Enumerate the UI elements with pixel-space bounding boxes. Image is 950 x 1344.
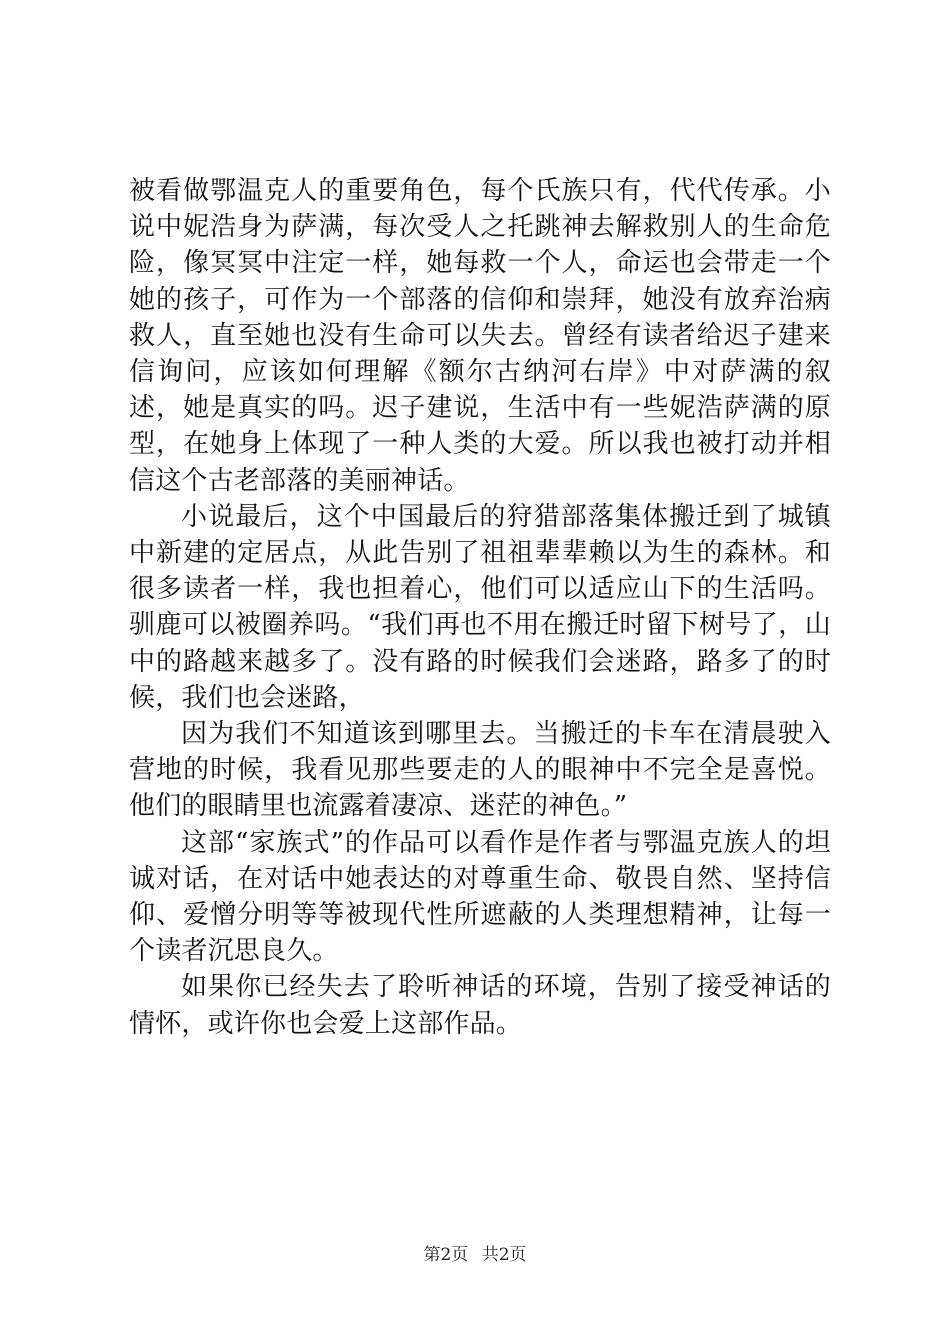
paragraph: 因为我们不知道该到哪里去。当搬迁的卡车在清晨驶入营地的时候，我看见那些要走的人的眼神中不完全是喜悦。他们的眼睛里也流露着凄凉、迷茫的神色。” (129, 719, 831, 822)
paragraph: 这部“家族式”的作品可以看作是作者与鄂温克族人的坦诚对话，在对话中她表达的对尊重生命、敬畏自然、坚持信仰、爱憎分明等等被现代性所遮蔽的人类理想精神，让每一个读者沉思良久。 (129, 827, 831, 967)
document-body (129, 173, 831, 1042)
page-total: 共2页 (481, 1245, 527, 1265)
paragraph-continued: 被看做鄂温克人的重要角色，每个氏族只有，代代传承。小说中妮浩身为萨满，每次受人之托跳神去解救别人的生命危险，像冥冥中注定一样，她每救一个人，命运也会带走一个她的孩子，可作为一个部落的信仰和崇拜，她没有放弃治病救人，直至她也没有生命可以失去。曾经有读者给迟子建来信询问，应该如何理解《额尔古纳河右岸》中对萨满的叙述，她是真实的吗。迟子建说，生活中有一些妮浩萨满的原型，在她身上体现了一种人类的大爱。所以我也被打动并相信这个古老部落的美丽神话。 (129, 176, 831, 496)
paragraph: 如果你已经失去了聆听神话的环境，告别了接受神话的情怀，或许你也会爱上这部作品。 (129, 972, 831, 1039)
paragraph: 小说最后，这个中国最后的狩猎部落集体搬迁到了城镇中新建的定居点，从此告别了祖祖辈辈赖以为生的森林。和很多读者一样，我也担着心，他们可以适应山下的生活吗。驯鹿可以被圈养吗。“我们再也不用在搬迁时留下树号了，山中的路越来越多了。没有路的时候我们会迷路，路多了的时候，我们也会迷路， (129, 501, 831, 713)
page-footer (0, 1243, 950, 1267)
page-number: 第2页 (423, 1245, 469, 1265)
